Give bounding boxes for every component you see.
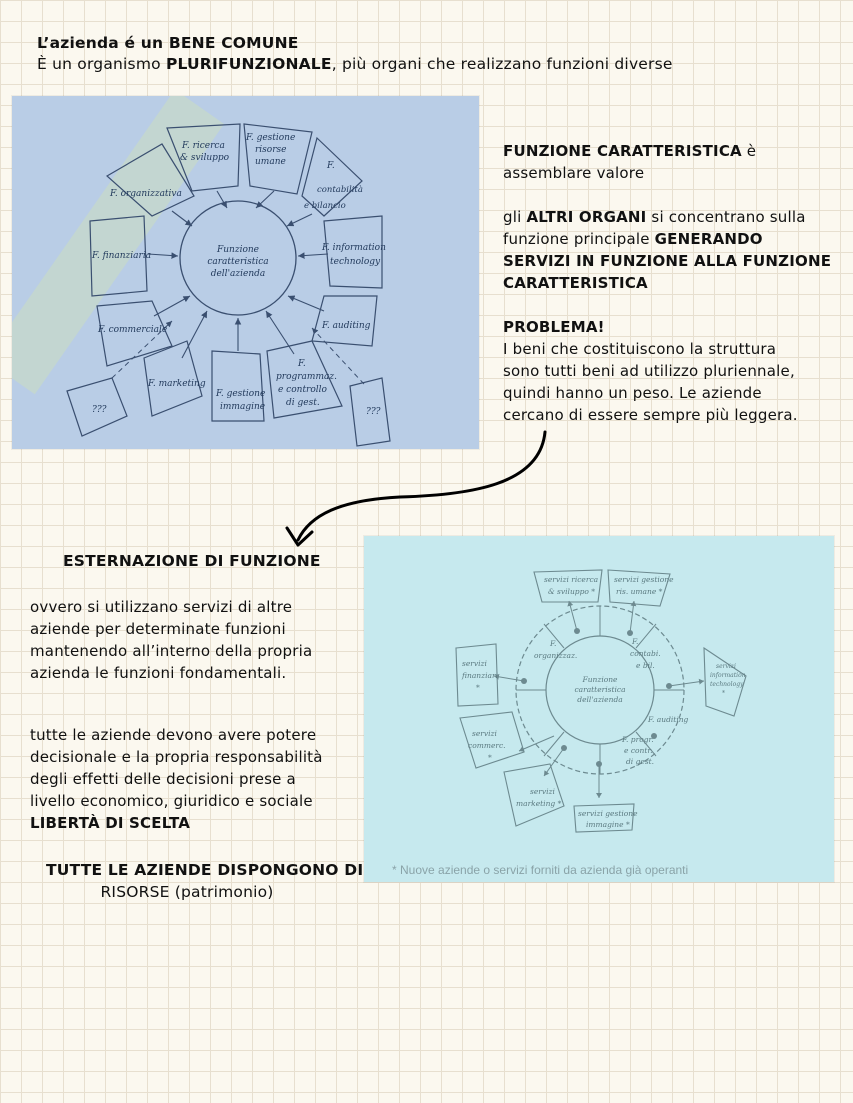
s-commerciali-3: *: [488, 753, 492, 762]
center-label-line-2: caratteristica: [207, 257, 269, 267]
s-immagine-2: immagine *: [586, 820, 630, 829]
s-inner-contab-3: e bil.: [636, 661, 655, 670]
header-line-2-bold: PLURIFUNZIONALE: [165, 55, 332, 73]
s-ricerca-2: & sviluppo *: [548, 587, 596, 596]
label-contabilita-3: e bilancio: [304, 201, 346, 211]
label-ricerca-1: F. ricerca: [182, 141, 225, 151]
paragraph-ovvero: [30, 596, 323, 684]
s-center-2: caratteristica: [574, 685, 626, 694]
s-information-3: technology: [710, 681, 744, 688]
s-finanziari-1: servizi: [462, 659, 487, 668]
p3-line2: sono tutti beni ad utilizzo pluriennale,: [503, 362, 795, 380]
label-risorse-2: risorse: [255, 145, 287, 155]
lb-p2-line2: decisionale e la propria responsabilità: [30, 748, 323, 766]
p1-bold: FUNZIONE CARATTERISTICA: [503, 142, 742, 160]
s-center-1: Funzione: [582, 675, 618, 684]
diagram-footnote: * Nuove aziende o servizi forniti da azienda già operanti: [392, 863, 689, 877]
paragraph-problema: [503, 316, 831, 426]
lb-p2-line5: LIBERTÀ DI SCELTA: [30, 814, 191, 832]
p3-line1: I beni che costituiscono la struttura: [503, 340, 777, 358]
s-information-2: information: [710, 672, 746, 679]
s-inner-progr-1: F. progr.: [622, 735, 654, 744]
label-marketing: F. marketing: [148, 379, 206, 389]
p2-line4: CARATTERISTICA: [503, 274, 648, 292]
header-text: [37, 33, 673, 75]
p2-line2-pre: funzione principale: [503, 230, 655, 248]
label-unknown-right: ???: [366, 407, 381, 417]
risorse-title: [46, 859, 364, 903]
diagram-services-svg: [364, 536, 834, 882]
s-commerciali-1: servizi: [472, 729, 497, 738]
header-line-2-post: , più organi che realizzano funzioni diverse: [331, 55, 673, 73]
diagram-functions-svg: [12, 96, 479, 449]
p1-line1-post: è: [741, 142, 757, 160]
lb-p1-line2: aziende per determinate funzioni: [30, 620, 286, 638]
right-text-block: [503, 140, 831, 448]
s-marketing-1: servizi: [530, 787, 555, 796]
p2-line1-post: si concentrano sulla: [646, 208, 806, 226]
p2-line3: SERVIZI IN FUNZIONE ALLA FUNZIONE: [503, 252, 832, 270]
s-finanziari-3: *: [476, 683, 480, 692]
lb-p1-line1: ovvero si utilizzano servizi di altre: [30, 598, 293, 616]
risorse-title-line1: TUTTE LE AZIENDE DISPONGONO DI: [46, 861, 364, 879]
lb-p1-line4: azienda le funzioni fondamentali.: [30, 664, 287, 682]
s-ricerca-1: servizi ricerca: [544, 575, 599, 584]
label-programmazione-3: e controllo: [278, 385, 327, 395]
label-contabilita-2: contabilità: [317, 185, 363, 195]
s-risorse-2: ris. umane *: [616, 587, 663, 596]
label-programmazione-2: programmaz.: [276, 372, 337, 382]
s-inner-auditing: F. auditing: [648, 715, 689, 724]
s-center-3: dell'azienda: [577, 695, 623, 704]
s-commerciali-2: commerc.: [468, 741, 506, 750]
label-auditing: F. auditing: [322, 321, 371, 331]
label-commerciale: F. commerciale: [98, 325, 168, 335]
s-finanziari-2: finanziari: [462, 671, 498, 680]
label-immagine-1: F. gestione: [216, 389, 266, 399]
lb-p2-line4: livello economico, giuridico e sociale: [30, 792, 313, 810]
s-inner-organizzaz-2: organizzaz.: [534, 651, 578, 660]
s-inner-contab-1: F.: [632, 637, 639, 646]
label-organizzativa: F. organizzativa: [110, 189, 182, 199]
p2-line1-bold: ALTRI ORGANI: [526, 208, 647, 226]
s-information-1: servizi: [716, 663, 736, 670]
header-line-2-pre: È un organismo: [37, 55, 166, 73]
lb-p1-line3: mantenendo all’interno della propria: [30, 642, 313, 660]
p3-line4: cercano di essere sempre più leggera.: [503, 406, 798, 424]
p2-line1-pre: gli: [503, 208, 527, 226]
risorse-title-line2: RISORSE (patrimonio): [100, 883, 274, 901]
label-contabilita-1: F.: [327, 161, 335, 171]
s-risorse-1: servizi gestione: [614, 575, 674, 584]
paragraph-altri-organi: [503, 206, 831, 294]
center-label-line-3: dell'azienda: [210, 269, 266, 279]
label-risorse-1: F. gestione: [246, 133, 296, 143]
header-line-2: [37, 54, 673, 75]
p3-title: PROBLEMA!: [503, 318, 605, 336]
lb-p2-line1: tutte le aziende devono avere potere: [30, 726, 317, 744]
label-ricerca-2: & sviluppo: [180, 153, 230, 163]
p1-line2: assemblare valore: [503, 164, 645, 182]
s-inner-progr-2: e contr.: [624, 746, 653, 755]
s-inner-progr-3: di gest.: [626, 757, 655, 766]
s-information-4: *: [722, 690, 725, 697]
s-inner-contab-2: contabi.: [630, 649, 661, 658]
label-programmazione-1: F.: [298, 359, 306, 369]
label-immagine-2: immagine: [220, 402, 266, 412]
paragraph-potere-decisionale: [30, 724, 323, 834]
p2-line2-bold: GENERANDO: [654, 230, 763, 248]
s-inner-organizzaz-1: F.: [550, 639, 557, 648]
label-risorse-3: umane: [255, 157, 286, 167]
center-label-line-1: Funzione: [217, 245, 259, 255]
label-programmazione-4: di gest.: [286, 398, 320, 408]
s-immagine-1: servizi gestione: [578, 809, 638, 818]
s-marketing-2: marketing *: [516, 799, 562, 808]
left-text-block: [30, 596, 323, 874]
paragraph-funzione-caratteristica: [503, 140, 831, 184]
label-information-1: F. information: [322, 243, 386, 253]
diagram-photo-external-services: [364, 536, 834, 882]
diagram-photo-functions: [12, 96, 479, 449]
label-unknown-left: ???: [92, 405, 107, 415]
label-finanziaria: F. finanziaria: [92, 251, 152, 261]
lb-p2-line3: degli effetti delle decisioni prese a: [30, 770, 296, 788]
esternazione-title: ESTERNAZIONE DI FUNZIONE: [63, 552, 321, 570]
label-information-2: technology: [330, 257, 381, 267]
header-line-1: L’azienda é un BENE COMUNE: [37, 34, 299, 52]
p3-line3: quindi hanno un peso. Le aziende: [503, 384, 762, 402]
